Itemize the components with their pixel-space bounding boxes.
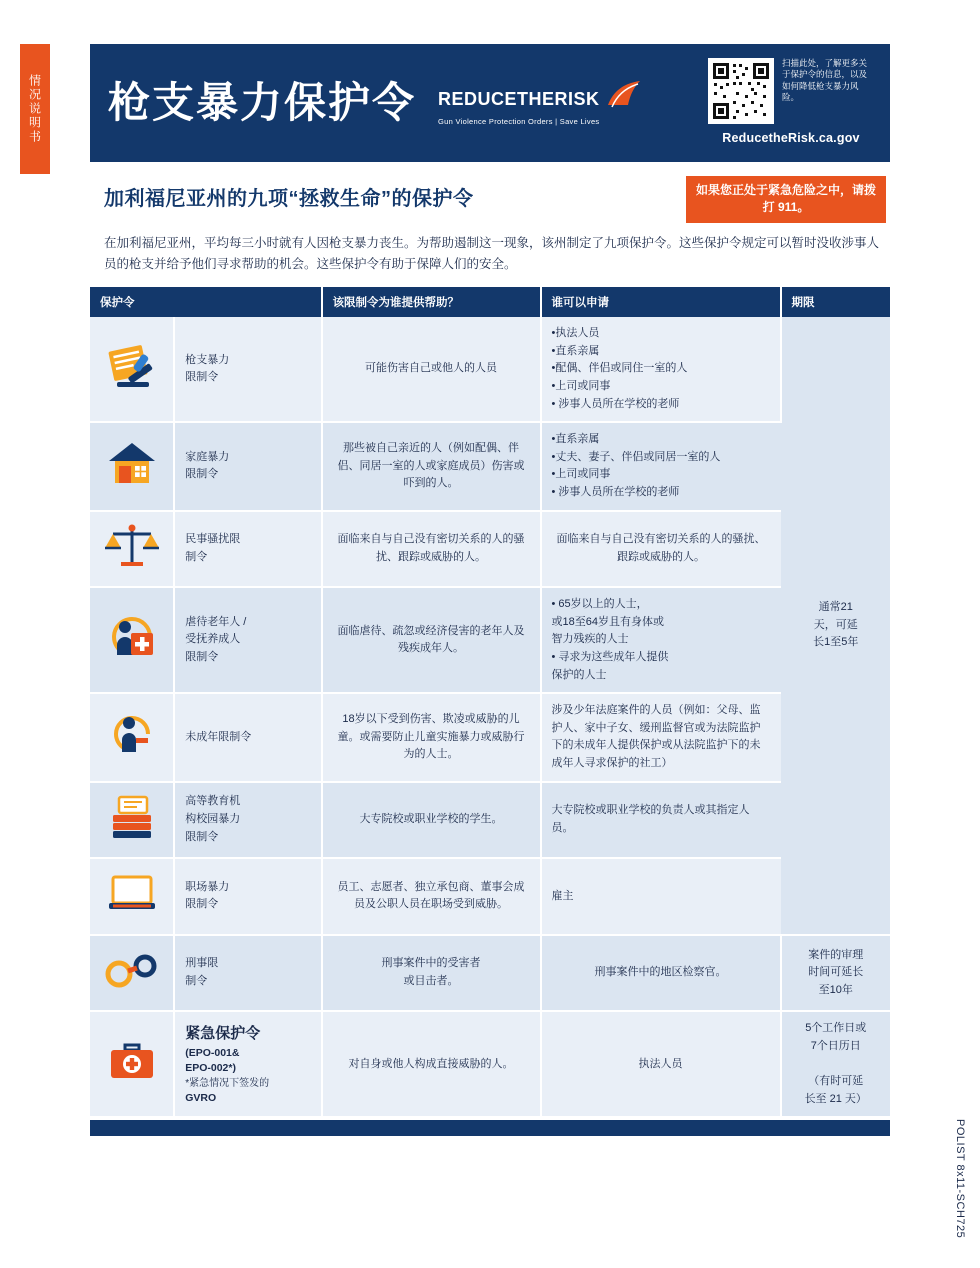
order-who: • 65岁以上的人士， 或18至64岁且有身体或 智力残疾的人士 • 寻求为这些成年人提供 保护的人士 xyxy=(541,587,781,693)
protection-orders-table xyxy=(90,287,890,1118)
subhead-row xyxy=(90,162,890,229)
qr-block xyxy=(708,58,874,145)
document-code: POLIST 8x11-SCH725 xyxy=(954,1118,966,1238)
ribbon-icon xyxy=(604,79,644,109)
order-name: 高等教育机 构校园暴力 限制令 xyxy=(174,782,321,859)
table-row xyxy=(90,511,890,588)
table-row xyxy=(90,1011,890,1117)
col-header-order: 保护令 xyxy=(90,287,322,317)
books-icon xyxy=(101,791,163,843)
row-icon-cell xyxy=(90,858,174,935)
fact-sheet xyxy=(90,44,890,1254)
order-help: 刑事案件中的受害者 或目击者。 xyxy=(322,935,541,1012)
first-aid-icon xyxy=(101,1035,163,1087)
footer-bar xyxy=(90,1120,890,1136)
table-row xyxy=(90,935,890,1012)
qr-code-icon[interactable] xyxy=(708,58,774,124)
order-who: •直系亲属 •丈夫、妻子、伴侣或同居一室的人 •上司或同事 • 涉事人员所在学校的老师 xyxy=(541,422,781,510)
order-name-note: *紧急情况下签发的 xyxy=(185,1077,270,1089)
order-who: 执法人员 xyxy=(541,1011,781,1117)
emergency-callout: 如果您正处于紧急危险之中，请拨打 911。 xyxy=(686,176,886,223)
order-name-bold: 紧急保护令 xyxy=(185,1025,261,1043)
col-header-duration: 期限 xyxy=(781,287,891,317)
row-icon-cell xyxy=(90,422,174,510)
row-icon-cell xyxy=(90,693,174,781)
row-icon-cell xyxy=(90,317,174,422)
col-header-help: 该限制令为谁提供帮助？ xyxy=(322,287,541,317)
order-name-note2: GVRO xyxy=(185,1092,217,1105)
order-help: 大专院校或职业学校的学生。 xyxy=(322,782,541,859)
order-name: 未成年限制令 xyxy=(174,693,321,781)
order-name xyxy=(174,1011,321,1117)
col-header-who: 谁可以申请 xyxy=(541,287,781,317)
laptop-icon xyxy=(101,867,163,919)
header-band xyxy=(90,44,890,162)
qr-instruction-text: 扫描此处，了解更多关于保护令的信息，以及如何降低枪支暴力风险。 xyxy=(782,58,868,103)
table-row xyxy=(90,858,890,935)
order-help: 面临来自与自己没有密切关系的人的骚扰、跟踪或威胁的人。 xyxy=(322,511,541,588)
order-who: 涉及少年法庭案件的人员（例如：父母、监护人、家中子女、缓刑监督官或为法院监护下的未成年人提供保护或从法院监护下的未成年人寻求保护的社工） xyxy=(541,693,781,781)
order-help: 那些被自己亲近的人（例如配偶、伴侣、同居一室的人或家庭成员）伤害或吓到的人。 xyxy=(322,422,541,510)
intro-paragraph: 在加利福尼亚州，平均每三小时就有人因枪支暴力丧生。为帮助遏制这一现象，该州制定了九项保护令。这些保护令规定可以暂时没收涉事人员的枪支并给予他们寻求帮助的机会。这些保护令有助于保障人们的安全。 xyxy=(104,235,880,272)
logo-word-risk: RISK xyxy=(554,88,600,109)
page-title: 枪支暴力保护令 xyxy=(108,79,417,126)
table-header-row xyxy=(90,287,890,317)
gavel-document-icon xyxy=(101,340,163,392)
order-name: 家庭暴力 限制令 xyxy=(174,422,321,510)
section-subtitle: 加利福尼亚州的九项“拯救生命”的保护令 xyxy=(104,188,474,210)
row-icon-cell xyxy=(90,782,174,859)
order-help: 面临虐待、疏忽或经济侵害的老年人及残疾成年人。 xyxy=(322,587,541,693)
logo-word-the: THE xyxy=(517,88,555,109)
order-who: 大专院校或职业学校的负责人或其指定人员。 xyxy=(541,782,781,859)
document-type-tab-label: 情况说明书 xyxy=(27,74,42,144)
order-name: 刑事限 制令 xyxy=(174,935,321,1012)
order-help: 对自身或他人构成直接威胁的人。 xyxy=(322,1011,541,1117)
order-name: 民事骚扰限 制令 xyxy=(174,511,321,588)
order-who: 面临来自与自己没有密切关系的人的骚扰、跟踪或威胁的人。 xyxy=(541,511,781,588)
minor-person-icon xyxy=(101,708,163,760)
order-help: 18岁以下受到伤害、欺凌或威胁的儿童。或需要防止儿童实施暴力或威胁行为的人士。 xyxy=(322,693,541,781)
table-row xyxy=(90,587,890,693)
house-icon xyxy=(101,437,163,489)
order-who: 刑事案件中的地区检察官。 xyxy=(541,935,781,1012)
order-name: 职场暴力 限制令 xyxy=(174,858,321,935)
table-row xyxy=(90,782,890,859)
row-icon-cell xyxy=(90,1011,174,1117)
document-type-tab xyxy=(20,44,50,174)
logo-word-reduce: REDUCE xyxy=(438,88,518,109)
order-duration: 5个工作日或 7个日历日 （有时可延 长至 21 天） xyxy=(781,1011,891,1117)
table-row xyxy=(90,317,890,422)
logo-tagline: Gun Violence Protection Orders | Save Lives xyxy=(438,117,600,126)
order-name: 枪支暴力 限制令 xyxy=(174,317,321,422)
order-duration: 通常21 天，可延 长1至5年 xyxy=(781,317,891,934)
scales-icon xyxy=(101,520,163,572)
order-duration: 案件的审理 时间可延长 至10年 xyxy=(781,935,891,1012)
order-help: 员工、志愿者、独立承包商、董事会成员及公职人员在职场受到威胁。 xyxy=(322,858,541,935)
reduce-the-risk-logo xyxy=(438,80,644,126)
row-icon-cell xyxy=(90,511,174,588)
order-name-forms: (EPO-001& EPO-002*) xyxy=(185,1047,240,1075)
table-row xyxy=(90,422,890,510)
order-who: 雇主 xyxy=(541,858,781,935)
order-name: 虐待老年人 / 受抚养成人 限制令 xyxy=(174,587,321,693)
elder-care-icon xyxy=(101,611,163,663)
row-icon-cell xyxy=(90,935,174,1012)
table-row xyxy=(90,693,890,781)
order-help: 可能伤害自己或他人的人员 xyxy=(322,317,541,422)
row-icon-cell xyxy=(90,587,174,693)
website-url[interactable]: ReducetheRisk.ca.gov xyxy=(722,131,860,145)
handcuffs-icon xyxy=(101,944,163,996)
order-who: •执法人员 •直系亲属 •配偶、伴侣或同住一室的人 •上司或同事 • 涉事人员所在学校的老师 xyxy=(541,317,781,422)
